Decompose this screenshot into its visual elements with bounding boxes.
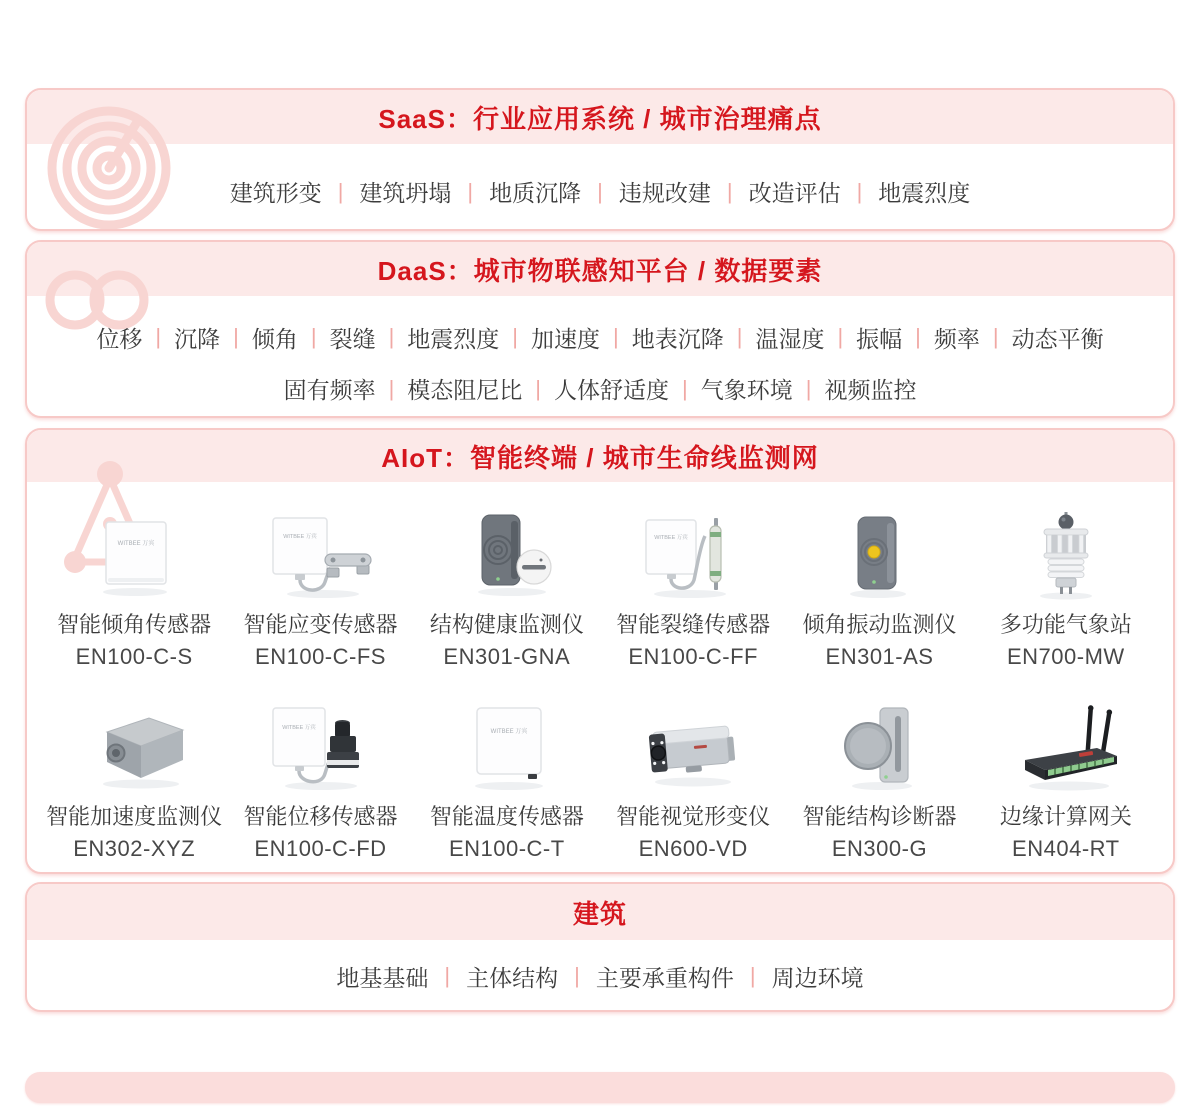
product-name: 智能结构诊断器 [802, 804, 957, 829]
daas-items [27, 296, 1173, 418]
item-divider: | [597, 178, 603, 204]
product-name: 智能应变传感器 [243, 612, 398, 637]
saas-card [25, 88, 1175, 231]
item-divider: | [467, 178, 474, 204]
item-divider: | [726, 178, 733, 204]
daas-item: 动态平衡 [1011, 325, 1104, 352]
daas-item: 频率 [933, 325, 980, 352]
daas-item: 地表沉降 [631, 325, 724, 352]
product-image [973, 702, 1159, 794]
product-image [973, 510, 1159, 602]
item-divider: | [155, 324, 162, 350]
aiot-card [25, 428, 1175, 874]
edge-gateway-image [1011, 702, 1121, 794]
tilt-vibration-monitor-image [824, 510, 934, 602]
saas-item: 地震烈度 [878, 180, 971, 206]
daas-items-row1 [27, 321, 1173, 354]
product-card [973, 510, 1159, 670]
daas-item: 沉降 [174, 325, 221, 352]
weather-station-image [1011, 510, 1121, 602]
daas-item: 气象环境 [700, 377, 793, 404]
strain-sensor-image [265, 510, 375, 602]
product-model: EN302-XYZ [73, 836, 196, 861]
saas-item: 改造评估 [748, 180, 841, 206]
item-divider: | [512, 324, 518, 350]
product-model: EN300-G [831, 836, 928, 861]
product-model: EN100-C-S [75, 644, 193, 669]
product-card [600, 510, 786, 670]
item-divider: | [310, 324, 317, 350]
daas-item: 裂缝 [329, 325, 376, 352]
brand-logo-text: WITBEE 万宾 [282, 725, 317, 731]
displacement-sensor-image [265, 702, 375, 794]
product-image [786, 510, 972, 602]
brand-logo-text: WITBEE 万宾 [117, 541, 155, 547]
product-name: 智能倾角传感器 [57, 612, 212, 637]
product-name: 智能视觉形变仪 [616, 804, 771, 829]
item-divider: | [233, 324, 239, 350]
product-name: 智能裂缝传感器 [616, 612, 771, 637]
building-item: 地基基础 [336, 964, 429, 991]
building-item: 主体结构 [466, 964, 559, 991]
daas-item: 人体舒适度 [554, 377, 669, 404]
health-monitor-image [452, 510, 562, 602]
daas-item: 倾角 [251, 325, 298, 352]
building-title: 建筑 [572, 898, 627, 929]
item-divider: | [837, 324, 844, 350]
daas-card [25, 240, 1175, 418]
daas-item: 地震烈度 [407, 325, 500, 352]
saas-item: 违规改建 [618, 180, 711, 206]
product-model: EN301-AS [825, 644, 934, 669]
daas-items-row2 [27, 372, 1173, 405]
item-divider: | [574, 963, 580, 988]
saas-items-row [27, 144, 1173, 231]
aiot-header-band [27, 430, 1173, 482]
daas-item: 加速度 [531, 325, 600, 352]
brand-logo-text: WITBEE 万宾 [490, 729, 528, 735]
item-divider: | [736, 324, 743, 350]
saas-header-band [27, 90, 1173, 144]
product-image [227, 510, 413, 602]
product-model: EN100-C-FS [255, 644, 386, 669]
building-item: 周边环境 [771, 964, 864, 991]
product-image [600, 702, 786, 794]
brand-logo-text: WITBEE 万宾 [654, 535, 688, 541]
product-card [227, 702, 413, 862]
product-name: 倾角振动监测仪 [802, 612, 957, 637]
item-divider: | [388, 324, 395, 350]
item-divider: | [613, 324, 619, 350]
product-name: 智能温度传感器 [429, 804, 584, 829]
item-divider: | [915, 324, 921, 350]
product-card [973, 702, 1159, 862]
building-card [25, 882, 1175, 1012]
saas-item: 建筑坍塌 [359, 180, 452, 206]
product-model: EN600-VD [638, 836, 748, 861]
daas-item: 振幅 [856, 325, 903, 352]
product-name: 多功能气象站 [999, 612, 1132, 637]
product-card [414, 510, 600, 670]
product-image [227, 702, 413, 794]
daas-item: 模态阻尼比 [407, 377, 523, 404]
product-name: 智能加速度监测仪 [46, 804, 223, 829]
daas-item: 视频监控 [824, 377, 917, 404]
saas-title: SaaS：行业应用系统 / 城市治理痛点 [378, 103, 822, 134]
crack-sensor-image [638, 510, 748, 602]
product-image [786, 702, 972, 794]
product-card [414, 702, 600, 862]
building-items-row [27, 940, 1173, 1012]
product-name: 边缘计算网关 [999, 804, 1132, 829]
product-image [41, 702, 227, 794]
item-divider: | [682, 375, 688, 401]
product-name: 智能位移传感器 [243, 804, 398, 829]
item-divider: | [749, 963, 756, 988]
product-model: EN700-MW [1006, 644, 1125, 669]
daas-item: 位移 [96, 325, 143, 352]
building-header-band [27, 884, 1173, 940]
item-divider: | [337, 178, 344, 204]
product-model: EN100-C-FD [254, 836, 387, 861]
product-model: EN100-C-T [448, 836, 565, 861]
product-image [414, 702, 600, 794]
saas-item: 地质沉降 [489, 180, 582, 206]
product-image [414, 510, 600, 602]
product-image [600, 510, 786, 602]
item-divider: | [444, 963, 451, 988]
bottom-accent-strip [25, 1072, 1175, 1103]
daas-header-band [27, 242, 1173, 296]
product-card [600, 702, 786, 862]
brand-logo-text: WITBEE 万宾 [283, 534, 318, 540]
product-card [41, 702, 227, 862]
aiot-title: AIoT：智能终端 / 城市生命线监测网 [381, 442, 819, 473]
bullet-camera-image [638, 702, 748, 794]
product-grid [41, 510, 1159, 862]
product-card [786, 510, 972, 670]
structure-diagnostic-image [824, 702, 934, 794]
product-card [227, 510, 413, 670]
product-model: EN100-C-FF [628, 644, 758, 669]
saas-item: 建筑形变 [229, 180, 322, 206]
product-model: EN301-GNA [443, 644, 571, 669]
item-divider: | [992, 324, 999, 350]
item-divider: | [388, 375, 395, 401]
temperature-sensor-image [452, 702, 562, 794]
item-divider: | [535, 375, 541, 401]
product-card [786, 702, 972, 862]
building-item: 主要承重构件 [595, 964, 734, 991]
daas-title: DaaS：城市物联感知平台 / 数据要素 [377, 255, 823, 286]
product-image [41, 510, 227, 602]
product-model: EN404-RT [1012, 836, 1120, 861]
daas-item: 固有频率 [283, 377, 376, 404]
tilt-sensor-image [79, 510, 189, 602]
item-divider: | [856, 178, 863, 204]
accelerometer-image [79, 702, 189, 794]
product-card [41, 510, 227, 670]
daas-item: 温湿度 [755, 325, 825, 352]
product-name: 结构健康监测仪 [429, 612, 584, 637]
item-divider: | [805, 375, 812, 401]
